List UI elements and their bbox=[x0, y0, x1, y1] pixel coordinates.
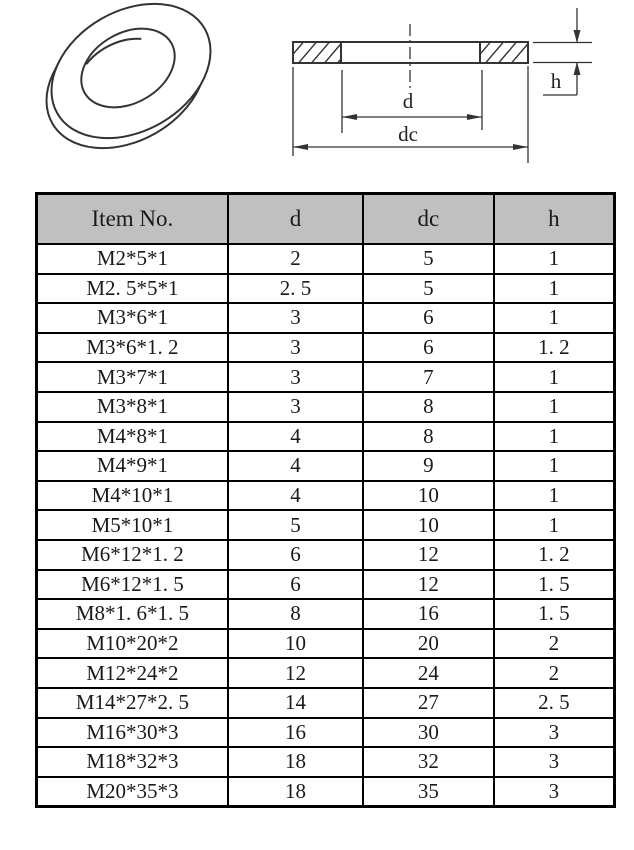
dc-cell: 16 bbox=[363, 599, 494, 629]
dc-cell: 30 bbox=[363, 718, 494, 748]
d-cell: 3 bbox=[228, 392, 363, 422]
item-no-cell: M5*10*1 bbox=[37, 510, 228, 540]
spec-table bbox=[35, 192, 616, 808]
d-cell: 4 bbox=[228, 451, 363, 481]
h-cell: 1 bbox=[494, 244, 615, 274]
d-cell: 18 bbox=[228, 777, 363, 807]
h-cell: 3 bbox=[494, 718, 615, 748]
table-row bbox=[37, 540, 615, 570]
h-cell: 2 bbox=[494, 629, 615, 659]
d-cell: 6 bbox=[228, 540, 363, 570]
dc-cell: 10 bbox=[363, 481, 494, 511]
item-no-cell: M4*9*1 bbox=[37, 451, 228, 481]
dc-cell: 6 bbox=[363, 303, 494, 333]
table-row bbox=[37, 451, 615, 481]
table-header-row bbox=[37, 194, 615, 245]
item-no-cell: M20*35*3 bbox=[37, 777, 228, 807]
h-cell: 3 bbox=[494, 777, 615, 807]
h-cell: 1 bbox=[494, 362, 615, 392]
h-cell: 1 bbox=[494, 274, 615, 304]
dc-cell: 10 bbox=[363, 510, 494, 540]
h-cell: 1 bbox=[494, 303, 615, 333]
dc-cell: 5 bbox=[363, 274, 494, 304]
item-no-cell: M10*20*2 bbox=[37, 629, 228, 659]
h-cell: 2. 5 bbox=[494, 688, 615, 718]
item-no-cell: M12*24*2 bbox=[37, 658, 228, 688]
table-row bbox=[37, 747, 615, 777]
item-no-cell: M3*8*1 bbox=[37, 392, 228, 422]
dc-cell: 9 bbox=[363, 451, 494, 481]
h-cell: 1 bbox=[494, 392, 615, 422]
d-cell: 6 bbox=[228, 570, 363, 600]
dc-cell: 8 bbox=[363, 392, 494, 422]
d-cell: 10 bbox=[228, 629, 363, 659]
d-cell: 3 bbox=[228, 362, 363, 392]
dc-cell: 20 bbox=[363, 629, 494, 659]
table-row bbox=[37, 362, 615, 392]
spec-table-body bbox=[37, 244, 615, 807]
h-cell: 3 bbox=[494, 747, 615, 777]
table-row bbox=[37, 688, 615, 718]
dc-cell: 5 bbox=[363, 244, 494, 274]
dim-label-h: h bbox=[550, 69, 562, 93]
item-no-cell: M2. 5*5*1 bbox=[37, 274, 228, 304]
washer-technical-drawing bbox=[0, 0, 634, 190]
table-row bbox=[37, 274, 615, 304]
item-no-cell: M3*6*1. 2 bbox=[37, 333, 228, 363]
table-row bbox=[37, 303, 615, 333]
header-h: h bbox=[494, 194, 615, 245]
dim-label-d: d bbox=[402, 89, 414, 113]
dc-cell: 8 bbox=[363, 422, 494, 452]
dc-cell: 12 bbox=[363, 540, 494, 570]
d-cell: 12 bbox=[228, 658, 363, 688]
table-row bbox=[37, 658, 615, 688]
dc-cell: 32 bbox=[363, 747, 494, 777]
table-row bbox=[37, 422, 615, 452]
washer-3d-view bbox=[22, 0, 234, 175]
washer-section-view bbox=[283, 8, 592, 163]
item-no-cell: M18*32*3 bbox=[37, 747, 228, 777]
table-row bbox=[37, 392, 615, 422]
dc-cell: 35 bbox=[363, 777, 494, 807]
table-row bbox=[37, 777, 615, 807]
d-cell: 14 bbox=[228, 688, 363, 718]
table-row bbox=[37, 510, 615, 540]
item-no-cell: M2*5*1 bbox=[37, 244, 228, 274]
h-cell: 1. 5 bbox=[494, 570, 615, 600]
table-row bbox=[37, 599, 615, 629]
d-cell: 3 bbox=[228, 303, 363, 333]
dim-label-dc: dc bbox=[398, 122, 418, 146]
dc-cell: 7 bbox=[363, 362, 494, 392]
d-cell: 2. 5 bbox=[228, 274, 363, 304]
h-cell: 1 bbox=[494, 510, 615, 540]
d-cell: 4 bbox=[228, 422, 363, 452]
h-cell: 1 bbox=[494, 422, 615, 452]
d-cell: 4 bbox=[228, 481, 363, 511]
d-cell: 3 bbox=[228, 333, 363, 363]
item-no-cell: M6*12*1. 2 bbox=[37, 540, 228, 570]
table-row bbox=[37, 481, 615, 511]
d-cell: 5 bbox=[228, 510, 363, 540]
header-dc: dc bbox=[363, 194, 494, 245]
item-no-cell: M14*27*2. 5 bbox=[37, 688, 228, 718]
dimension-dc bbox=[293, 122, 528, 150]
item-no-cell: M3*6*1 bbox=[37, 303, 228, 333]
h-cell: 2 bbox=[494, 658, 615, 688]
dimension-d bbox=[342, 89, 482, 120]
dimension-h bbox=[543, 8, 581, 95]
item-no-cell: M8*1. 6*1. 5 bbox=[37, 599, 228, 629]
d-cell: 16 bbox=[228, 718, 363, 748]
table-row bbox=[37, 629, 615, 659]
item-no-cell: M4*10*1 bbox=[37, 481, 228, 511]
table-row bbox=[37, 244, 615, 274]
h-cell: 1. 5 bbox=[494, 599, 615, 629]
dc-cell: 24 bbox=[363, 658, 494, 688]
item-no-cell: M6*12*1. 5 bbox=[37, 570, 228, 600]
table-row bbox=[37, 718, 615, 748]
d-cell: 18 bbox=[228, 747, 363, 777]
h-cell: 1. 2 bbox=[494, 333, 615, 363]
d-cell: 2 bbox=[228, 244, 363, 274]
header-item-no: Item No. bbox=[37, 194, 228, 245]
item-no-cell: M16*30*3 bbox=[37, 718, 228, 748]
d-cell: 8 bbox=[228, 599, 363, 629]
item-no-cell: M4*8*1 bbox=[37, 422, 228, 452]
table-row bbox=[37, 333, 615, 363]
h-cell: 1 bbox=[494, 451, 615, 481]
dc-cell: 6 bbox=[363, 333, 494, 363]
h-cell: 1. 2 bbox=[494, 540, 615, 570]
dc-cell: 27 bbox=[363, 688, 494, 718]
item-no-cell: M3*7*1 bbox=[37, 362, 228, 392]
header-d: d bbox=[228, 194, 363, 245]
h-cell: 1 bbox=[494, 481, 615, 511]
table-row bbox=[37, 570, 615, 600]
dc-cell: 12 bbox=[363, 570, 494, 600]
